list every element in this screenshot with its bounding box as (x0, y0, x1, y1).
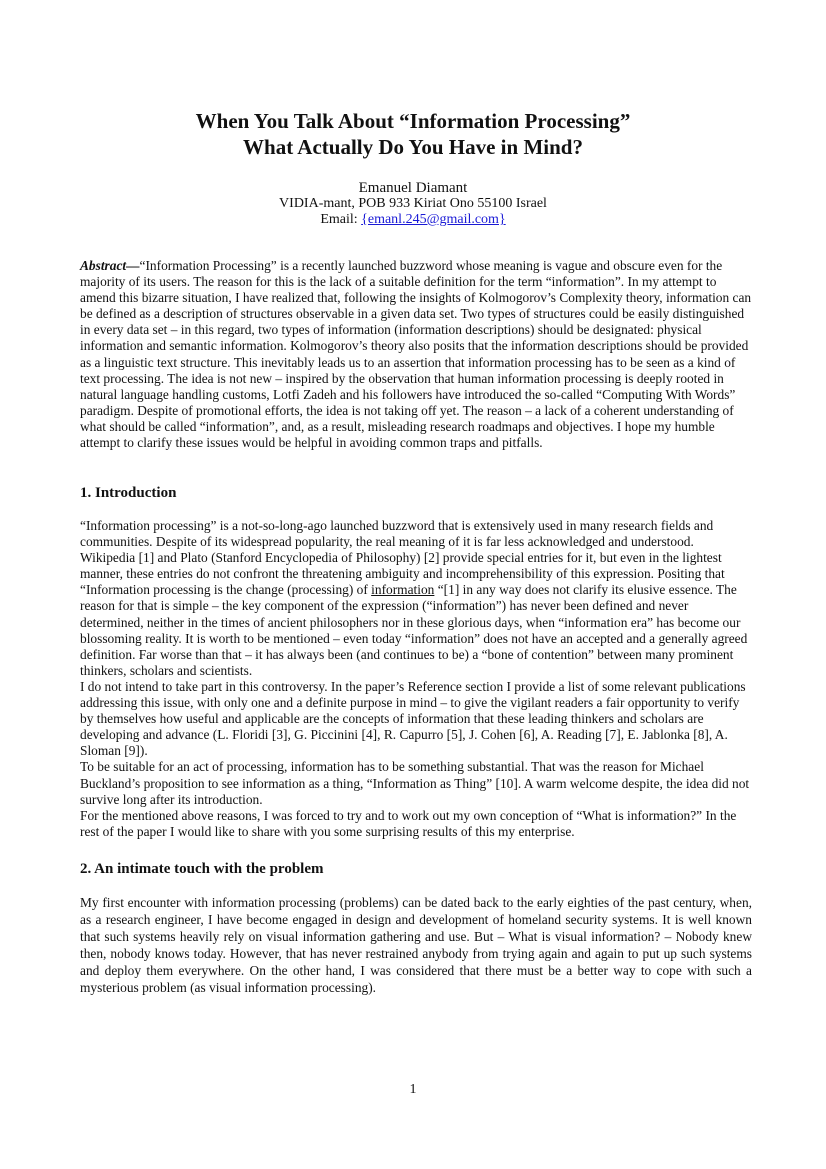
author-name: Emanuel Diamant (358, 180, 468, 196)
section-2-paragraph-1: My first encounter with information processing (problems) can be dated back to the early eighties of the past century, when, as a research engineer, I have become engaged in design and development of homeland security systems. It is well known that such systems heavily rely on visual information gathering and use. But – What is visual information? – Nobody knew then, nobody knows today. However, that has never restrained anybody from trying again and again to put up such systems and deploy them everywhere. On the other hand, I was considered that there must be a better way to cope with such a mysterious problem (as visual information processing). (80, 895, 752, 995)
author-block (80, 180, 746, 228)
title-line-1: When You Talk About “Information Processing” (195, 109, 631, 133)
section-1-body (80, 518, 752, 840)
abstract-label: Abstract— (80, 258, 140, 273)
paper-title (80, 108, 746, 160)
author-email-line (80, 212, 746, 228)
email-label: Email: (320, 212, 358, 227)
section-1-p1-text-b: “[1] in any way does not clarify its elusive essence. The reason for that is simple – the key component of the expression (“information”) has never been defined and never determined, neither in the times of ancient philosophers nor in these glorious days, when “information era” has become our blossoming reality. It is worth to be mentioned – even today “information” does not have an accepted and a generally agreed definition. Far worse than that – it has always been (and continues to be) a “bone of contention” between many prominent thinkers, scholars and scientists. (80, 582, 748, 678)
abstract (80, 258, 752, 451)
section-1-paragraph-2: I do not intend to take part in this controversy. In the paper’s Reference section I provide a list of some relevant publications addressing this issue, with only one and a definite purpose in mind – to give the vigilant readers a fair opportunity to verify by themselves how useful and applicable are the concepts of information that these leading thinkers and scholars are developing and advance (L. Floridi [3], G. Piccinini [4], R. Capurro [5], J. Cohen [6], A. Reading [7], E. Jablonka [8], A. Sloman [9]). (80, 678, 746, 759)
section-1-p1-text-a: “Information processing” is a not-so-long-ago launched buzzword that is extensively used in many research fields and communities. Despite of its widespread popularity, the real meaning of it is far less acknowledged and understood. Wikipedia [1] and Plato (Stanford Encyclopedia of Philosophy) [2] provide special entries for it, but even in the lightest manner, these entries do not confront the threatening ambiguity and incomprehensibility of this expression. Positing that “Information processing is the change (processing) of (80, 518, 725, 598)
information-link[interactable]: information (371, 582, 435, 598)
title-line-2: What Actually Do You Have in Mind? (243, 135, 583, 159)
author-affiliation: VIDIA-mant, POB 933 Kiriat Ono 55100 Israel (279, 196, 547, 211)
section-2-heading: 2. An intimate touch with the problem (80, 861, 324, 877)
section-1-paragraph-1 (80, 518, 752, 679)
page-number: 1 (409, 1082, 417, 1097)
email-link[interactable]: {emanl.245@gmail.com} (361, 212, 506, 227)
section-1-heading: 1. Introduction (80, 485, 177, 501)
abstract-text: “Information Processing” is a recently launched buzzword whose meaning is vague and obscure even for the majority of its users. The reason for this is the lack of a suitable definition for the term “information”. In my attempt to amend this bizarre situation, I have realized that, following the insights of Kolmogorov’s Complexity theory, information can be defined as a description of structures observable in a given data set. Two types of structures could be easily distinguished in every data set – in this regard, two types of information (information descriptions) should be designated: physical information and semantic information. Kolmogorov’s theory also posits that the information descriptions should be provided as a linguistic text structure. This inevitably leads us to an assertion that information processing has to be seen as a kind of text processing. The idea is not new – inspired by the observation that human information processing is deeply rooted in natural language handling customs, Lotfi Zadeh and his followers have introduced the so-called “Computing With Words” paradigm. Despite of promotional efforts, the idea is not taking off yet. The reason – a lack of a coherent understanding of what should be called “information”, and, as a result, misleading research roadmaps and objectives. I hope my humble attempt to clarify these issues would be helpful in avoiding common traps and pitfalls. (80, 258, 752, 451)
section-1-paragraph-4: For the mentioned above reasons, I was forced to try and to work out my own conception of “What is information?” In the rest of the paper I would like to share with you some surprising results of this my enterprise. (80, 807, 737, 839)
section-1-paragraph-3: To be suitable for an act of processing, information has to be something substantial. That was the reason for Michael Buckland’s proposition to see information as a thing, “Information as Thing” [10]. A warm welcome despite, the idea did not survive long after its introduction. (80, 759, 750, 807)
